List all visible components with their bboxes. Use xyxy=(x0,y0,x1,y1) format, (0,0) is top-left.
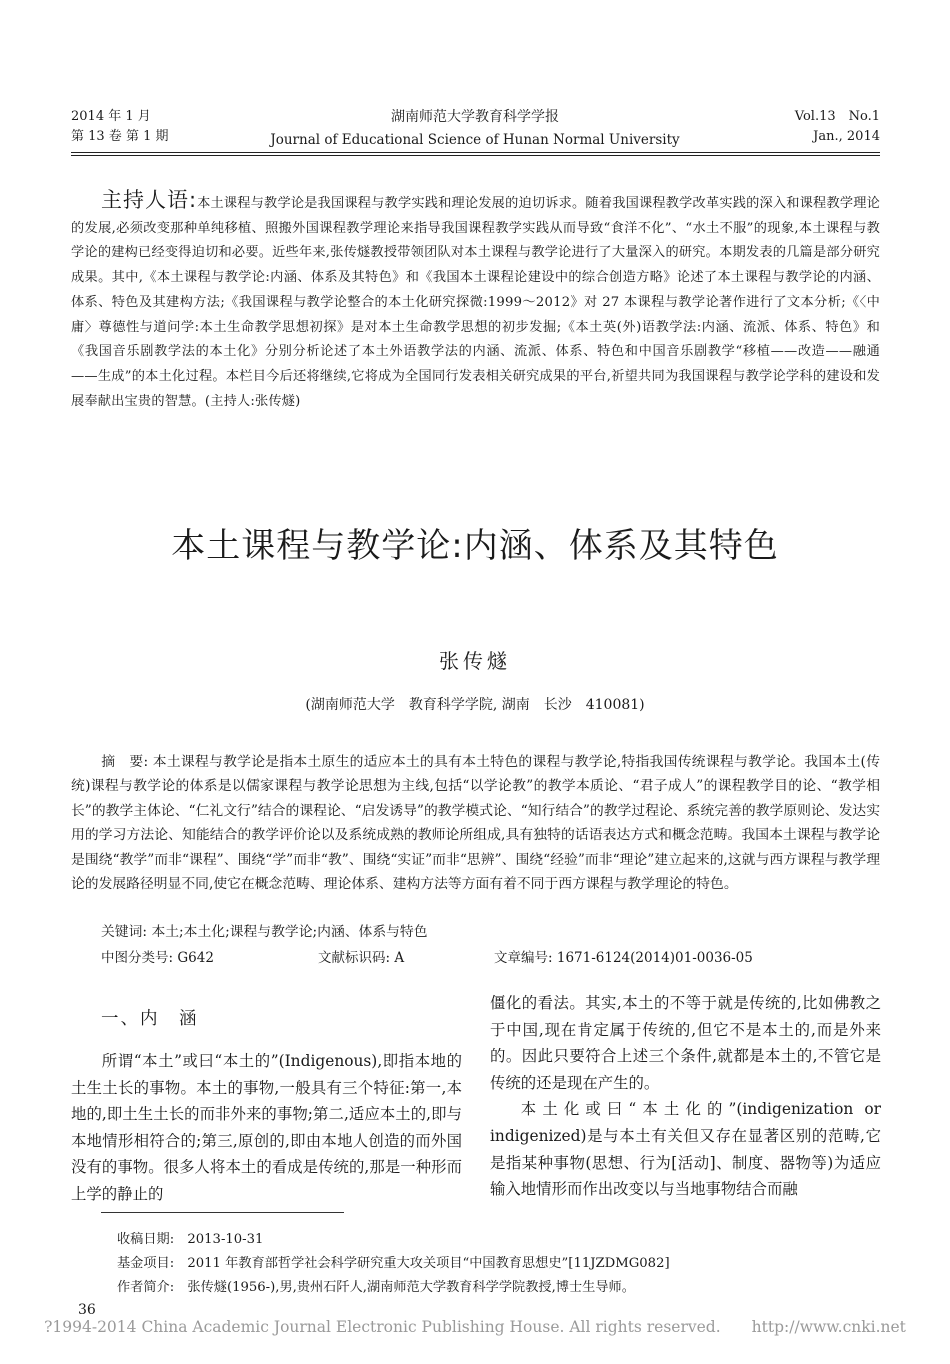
article-title: 本土课程与教学论:内涵、体系及其特色 xyxy=(171,526,779,566)
article-number xyxy=(494,946,753,966)
page-number: 36 xyxy=(78,1302,96,1318)
footnote-author-bio: 作者简介: 张传燧(1956-),男,贵州石阡人,湖南师范大学教育科学学院教授,博士生导师。 xyxy=(117,1280,635,1295)
document-code-value: A xyxy=(394,950,405,966)
copyright-notice: ?1994-2014 China Academic Journal Electronic Publishing House. All rights reserved. http://www.cnki.net xyxy=(44,1318,906,1336)
journal-title-cn: 湖南师范大学教育科学学报 xyxy=(391,109,559,125)
host-note-label: 主持人语: xyxy=(101,188,198,212)
clc-label: 中图分类号: xyxy=(101,950,174,966)
footnote-received: 收稿日期: 2013-10-31 xyxy=(117,1232,264,1247)
keywords-value: 本土;本土化;课程与教学论;内涵、体系与特色 xyxy=(151,924,428,940)
section-heading: 一、内 涵 xyxy=(101,1009,199,1029)
footnote-fund: 基金项目: 2011 年教育部哲学社会科学研究重大攻关项目“中国教育思想史”[11JZDMG082] xyxy=(117,1256,670,1271)
volume-issue: 第 13 卷 第 1 期 xyxy=(71,129,169,144)
document-code-label: 文献标识码: xyxy=(318,950,391,966)
abstract-label: 摘 要: xyxy=(101,754,149,770)
keywords xyxy=(101,920,428,940)
article-number-value: 1671-6124(2014)01-0036-05 xyxy=(556,950,753,966)
host-note-text: 本土课程与教学论是我国课程与教学实践和理论发展的迫切诉求。随着我国课程教学改革实践的深入和课程教学理论的发展,必须改变那种单纯移植、照搬外国课程教学理论来指导我国课程教学实践从而导致“食洋不化”、“水土不服”的现象,本土课程与教学论的建构已经变得迫切和必要。近些年来,张传燧教授带领团队对本土课程与教学论进行了大量深入的研究。本期发表的几篇是部分研究成果。其中,《本土课程与教学论:内涵、体系及其特色》和《我国本土课程论建设中的综合创造方略》论述了本土课程与教学论的内涵、体系、特色及其建构方法;《我国课程与教学论整合的本土化研究探微:1999～2012》对 27 本课程与教学论著作进行了文本分析;《〈中庸〉尊德性与道问学:本土生命教学思想初探》是对本土生命教学思想的初步发掘;《本土英(外)语教学法:内涵、流派、体系、特色》和《我国音乐剧教学法的本土化》分别分析论述了本土外语教学法的内涵、流派、体系、特色和中国音乐剧教学“移植——改造——融通——生成”的本土化过程。本栏目今后还将继续,它将成为全国同行发表相关研究成果的平台,祈望共同为我国课程与教学论学科的建设和发展奉献出宝贵的智慧。(主持人:张传燧) xyxy=(71,196,880,409)
date-en: Jan., 2014 xyxy=(813,129,880,144)
footnote-rule xyxy=(101,1212,344,1213)
right-column xyxy=(490,990,881,1203)
article-author: 张传燧 xyxy=(439,649,511,673)
clc-number xyxy=(101,946,214,966)
left-column xyxy=(71,1004,462,1208)
issue-date: 2014 年 1 月 xyxy=(71,109,151,124)
document-code xyxy=(318,946,404,966)
body-paragraph: 所谓“本土”或曰“本土的”(Indigenous),即指本地的土生土长的事物。本土的事物,一般具有三个特征:第一,本地的,即土生土长的而非外来的事物;第二,适应本土的,即与本地情形相符合的;第三,原创的,即由本地人创造的而外国没有的事物。很多人将本土的看成是传统的,那是一种形而上学的静止的 xyxy=(71,1052,462,1203)
article-number-label: 文章编号: xyxy=(494,950,553,966)
abstract xyxy=(71,750,880,896)
header-rule xyxy=(71,152,880,153)
author-affiliation: (湖南师范大学 教育科学学院, 湖南 长沙 410081) xyxy=(305,697,645,713)
keywords-label: 关键词: xyxy=(101,924,148,940)
vol-no: Vol.13 No.1 xyxy=(794,109,880,124)
host-note xyxy=(71,188,880,414)
header-rule-second xyxy=(71,155,880,156)
clc-value: G642 xyxy=(177,950,214,966)
body-paragraph: 本土化或曰“本土化的”(indigenization or indigenized)是与本土有关但又存在显著区别的范畴,它是指某种事物(思想、行为[活动]、制度、器物等)为适应输入地情形而作出改变以与当地事物结合而融 xyxy=(490,1100,881,1199)
abstract-text: 本土课程与教学论是指本土原生的适应本土的具有本土特色的课程与教学论,特指我国传统课程与教学论。我国本土(传统)课程与教学论的体系是以儒家课程与教学论思想为主线,包括“以学论教”的教学本质论、“君子成人”的课程教学目的论、“教学相长”的教学主体论、“仁礼文行”结合的课程论、“启发诱导”的教学模式论、“知行结合”的教学过程论、系统完善的教学原则论、发达实用的学习方法论、知能结合的教学评价论以及系统成熟的教师论所组成,具有独特的话语表达方式和概念范畴。我国本土课程与教学论是围绕“教学”而非“课程”、围绕“学”而非“教”、围绕“实证”而非“思辨”、围绕“经验”而非“理论”建立起来的,这就与西方课程与教学理论的发展路径明显不同,使它在概念范畴、理论体系、建构方法等方面有着不同于西方课程与教学理论的特色。 xyxy=(71,754,880,893)
journal-title-en: Journal of Educational Science of Hunan Normal University xyxy=(270,132,680,148)
body-paragraph: 僵化的看法。其实,本土的不等于就是传统的,比如佛教之于中国,现在肯定属于传统的,但它不是本土的,而是外来的。因此只要符合上述三个条件,就都是本土的,不管它是传统的还是现在产生的。 xyxy=(490,994,881,1092)
